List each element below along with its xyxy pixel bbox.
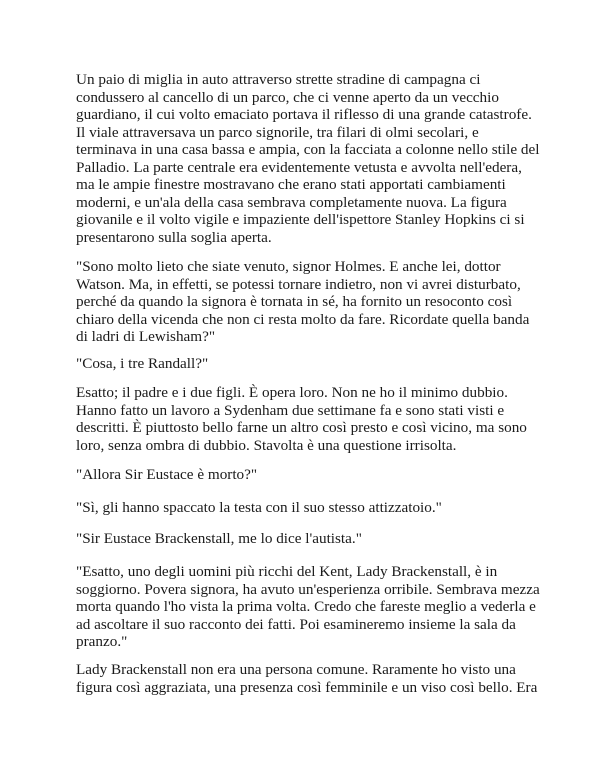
text-line: ad ascoltare il suo racconto dei fatti. Poi esamineremo insieme la sala da [76, 615, 516, 633]
text-line: terminava in una casa bassa e ampia, con la facciata a colonne nello stile del [76, 141, 540, 158]
text-line: pranzo." [76, 633, 128, 650]
text-line: "Cosa, i tre Randall?" [76, 355, 209, 372]
text-line: guardiano, il cui volto emaciato portava il riflesso di una grande catastrofe. [76, 106, 532, 123]
text-line: Esatto; il padre e i due figli. È opera loro. Non ne ho il minimo dubbio. [76, 384, 508, 401]
text-line: Il viale attraversava un parco signorile, tra filari di olmi secolari, e [76, 123, 479, 141]
text-line: "Sì, gli hanno spaccato la testa con il suo stesso attizzatoio." [76, 499, 442, 516]
text-line: loro, senza ombra di dubbio. Stavolta è una questione irrisolta. [76, 436, 457, 454]
text-line: figura così aggraziata, una presenza così femminile e un viso così bello. Era [76, 678, 538, 696]
text-line: giovanile e il volto vigile e impaziente dell'ispettore Stanley Hopkins ci si [76, 211, 525, 228]
text-line: Un paio di miglia in auto attraverso strette stradine di campagna ci [76, 71, 481, 88]
text-line: morta quando l'ho vista la prima volta. Credo che fareste meglio a vederla e [76, 598, 536, 615]
text-line: Watson. Ma, in effetti, se potessi tornare indietro, non vi avrei disturbato, [76, 275, 521, 293]
text-line: Palladio. La parte centrale era evidentemente vetusta e avvolta nell'edera, [76, 158, 522, 176]
text-line: "Esatto, uno degli uomini più ricchi del Kent, Lady Brackenstall, è in [76, 563, 498, 580]
text-line: moderni, e un'ala della casa sembrava completamente nuova. La figura [76, 193, 507, 211]
paragraph-description [76, 661, 546, 696]
text-line: chiaro della vicenda che non ci resta molto da fare. Ricordate quella banda [76, 310, 530, 328]
paragraph-driver [76, 530, 546, 548]
paragraph-lady-brackenstall [76, 563, 546, 651]
paragraph-eustace-dead [76, 466, 546, 484]
paragraph-arrival [76, 71, 546, 246]
paragraph-randall-answer [76, 384, 546, 454]
text-line: Hanno fatto un lavoro a Sydenham due settimane fa e sono stati visti e [76, 401, 505, 419]
text-line: di ladri di Lewisham?" [76, 328, 216, 345]
paragraph-hopkins-greeting [76, 258, 546, 346]
text-line: ma le ampie finestre mostravano che erano stati apportati cambiamenti [76, 176, 506, 193]
text-line: "Allora Sir Eustace è morto?" [76, 466, 258, 483]
text-line: descritti. È piuttosto bello farne un altro così presto e così vicino, ma sono [76, 419, 527, 436]
text-line: presentarono sulla soglia aperta. [76, 228, 272, 246]
text-line: soggiorno. Povera signora, ha avuto un'esperienza orribile. Sembrava mezza [76, 580, 540, 598]
paragraph-randall-question [76, 355, 546, 373]
text-line: "Sir Eustace Brackenstall, me lo dice l'autista." [76, 530, 362, 547]
paragraph-poker [76, 499, 546, 517]
text-line: "Sono molto lieto che siate venuto, signor Holmes. E anche lei, dottor [76, 258, 501, 275]
text-line: perché da quando la signora è tornata in sé, ha fornito un resoconto così [76, 293, 513, 310]
text-line: condussero al cancello di un parco, che ci venne aperto da un vecchio [76, 88, 499, 106]
text-line: Lady Brackenstall non era una persona comune. Raramente ho visto una [76, 661, 516, 678]
